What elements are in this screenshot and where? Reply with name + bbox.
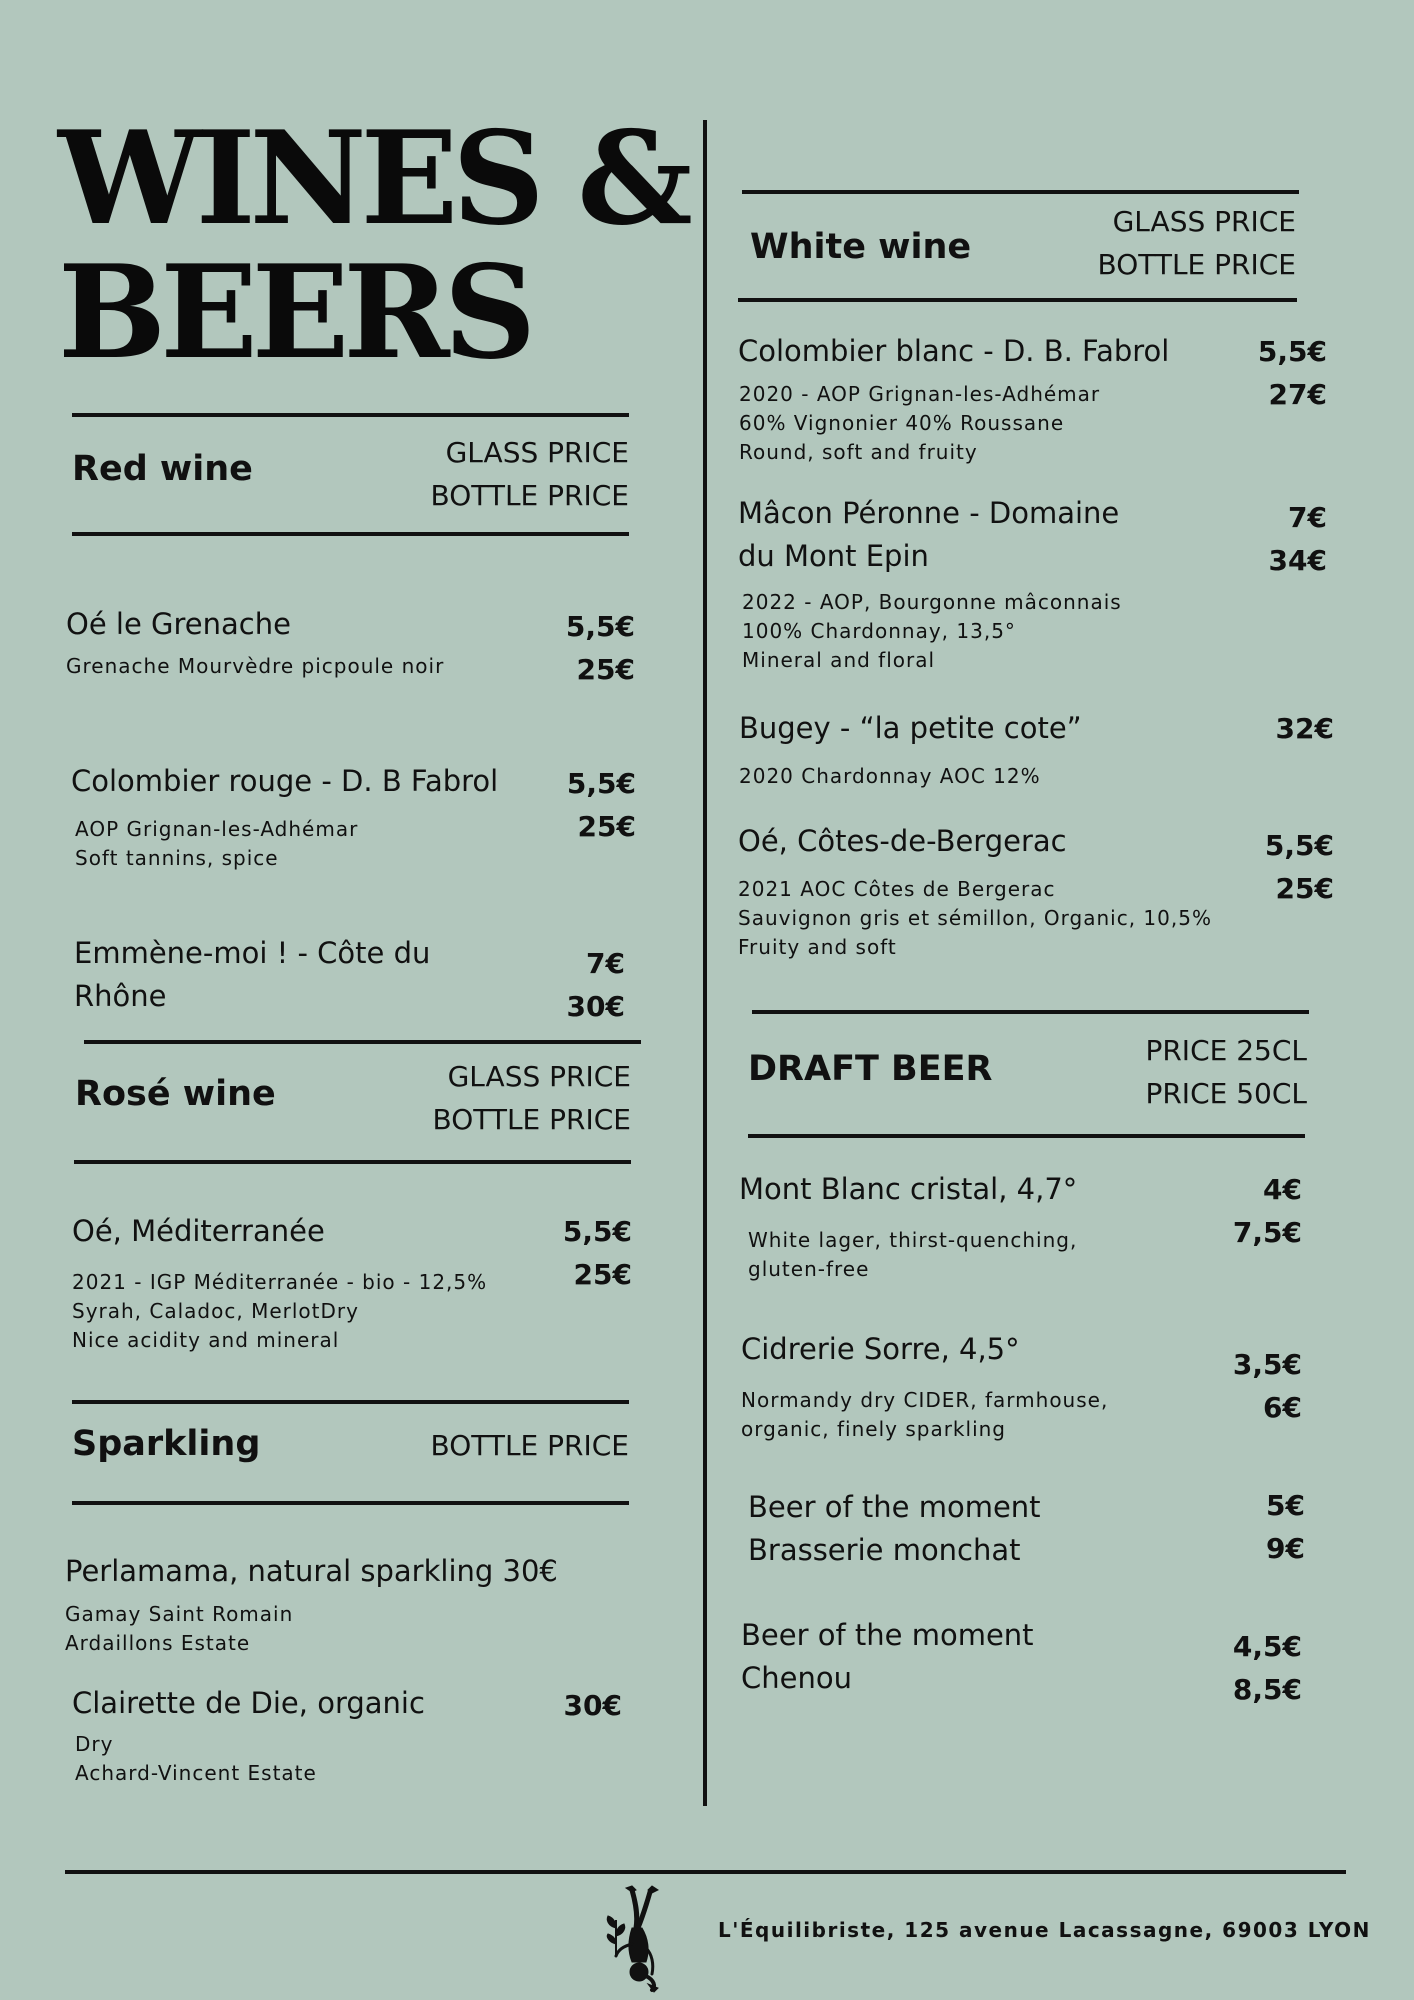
menu-item-description: Grenache Mourvèdre picpoule noir: [66, 654, 445, 678]
column-label-bottle-price: BOTTLE PRICE: [432, 1103, 631, 1136]
glass-price: 5,5€: [566, 767, 636, 800]
menu-item-name: Colombier rouge - D. B Fabrol: [71, 764, 499, 798]
column-header-rose-wine: [432, 1055, 631, 1141]
name-line: Beer of the moment: [748, 1490, 1041, 1524]
bottle-price: 25€: [1275, 872, 1334, 905]
price-50cl: 8,5€: [1232, 1673, 1302, 1706]
menu-item-name: Bugey - “la petite cote”: [739, 711, 1082, 745]
menu-item-name: Colombier blanc - D. B. Fabrol: [738, 334, 1170, 368]
description-line: 2022 - AOP, Bourgonne mâconnais: [742, 590, 1122, 614]
column-label-glass-price: GLASS PRICE: [447, 1060, 631, 1093]
divider: [742, 190, 1299, 194]
section-heading-rose-wine: Rosé wine: [75, 1074, 276, 1114]
bottle-price: 32€: [1275, 712, 1334, 745]
menu-title-line2: BEERS: [58, 238, 531, 388]
description-line: 2020 - AOP Grignan-les-Adhémar: [739, 382, 1101, 406]
menu-item-price: [1233, 1343, 1302, 1429]
menu-item-name: Oé le Grenache: [66, 607, 291, 641]
description-line: Achard-Vincent Estate: [75, 1761, 317, 1785]
price-50cl: 9€: [1266, 1532, 1305, 1565]
price-25cl: 5€: [1266, 1489, 1305, 1522]
glass-price: 7€: [586, 947, 625, 980]
price-25cl: 3,5€: [1232, 1348, 1302, 1381]
menu-item-price: [567, 762, 636, 848]
menu-item-description: [75, 1730, 317, 1788]
menu-item-name: Perlamama, natural sparkling 30€: [65, 1554, 558, 1588]
description-line: 60% Vignonier 40% Roussane: [739, 411, 1065, 435]
description-line: White lager, thirst-quenching,: [748, 1228, 1078, 1252]
column-label-bottle-price: BOTTLE PRICE: [430, 1429, 629, 1462]
description-line: 2021 - IGP Méditerranée - bio - 12,5%: [72, 1270, 488, 1294]
column-label-price-25cl: PRICE 25CL: [1145, 1034, 1307, 1067]
name-line: du Mont Epin: [738, 539, 929, 573]
glass-price: 7€: [1288, 501, 1327, 534]
menu-item-price: [1266, 1484, 1305, 1570]
menu-item-description: [739, 380, 1100, 467]
description-line: Round, soft and fruity: [739, 440, 978, 464]
bottle-price: 30€: [563, 1689, 622, 1722]
price-25cl: 4€: [1263, 1173, 1302, 1206]
name-line: Chenou: [741, 1661, 852, 1695]
description-line: Normandy dry CIDER, farmhouse,: [741, 1388, 1109, 1412]
section-heading-white-wine: White wine: [750, 227, 972, 267]
description-line: AOP Grignan-les-Adhémar: [75, 817, 359, 841]
bottle-price: 25€: [576, 653, 635, 686]
price-50cl: 6€: [1263, 1391, 1302, 1424]
menu-item-name: Mont Blanc cristal, 4,7°: [739, 1172, 1078, 1206]
column-label-glass-price: GLASS PRICE: [1112, 205, 1296, 238]
bottle-price: 30€: [566, 990, 625, 1023]
menu-item-price: [563, 1210, 632, 1296]
menu-title-line1: WINES &: [58, 104, 687, 254]
bottle-price: 25€: [577, 810, 636, 843]
acrobat-figure-logo-icon: [602, 1884, 670, 1994]
column-label-bottle-price: BOTTLE PRICE: [1097, 248, 1296, 281]
menu-item-price: [564, 1684, 622, 1727]
menu-item-name: Oé, Méditerranée: [72, 1214, 325, 1248]
menu-item-price: [1233, 1168, 1302, 1254]
section-heading-draft-beer: DRAFT BEER: [748, 1049, 993, 1089]
column-label-glass-price: GLASS PRICE: [445, 436, 629, 469]
menu-item-name: Oé, Côtes-de-Bergerac: [738, 824, 1067, 858]
glass-price: 5,5€: [1264, 829, 1334, 862]
column-header-white-wine: [1097, 200, 1296, 286]
restaurant-address: L'Équilibriste, 125 avenue Lacassagne, 69003 LYON: [718, 1918, 1371, 1942]
footer-divider: [65, 1870, 1346, 1874]
menu-item-name: [741, 1614, 1034, 1700]
description-line: Fruity and soft: [738, 935, 897, 959]
description-line: Sauvignon gris et sémillon, Organic, 10,5%: [738, 906, 1212, 930]
divider: [752, 1010, 1309, 1014]
name-line: Mâcon Péronne - Domaine: [738, 496, 1120, 530]
divider: [72, 413, 629, 417]
menu-item-description: [65, 1600, 293, 1658]
name-line: Brasserie monchat: [748, 1533, 1021, 1567]
menu-item-description: [741, 1386, 1108, 1444]
divider: [72, 532, 629, 536]
description-line: 100% Chardonnay, 13,5°: [742, 619, 1016, 643]
menu-title: [58, 104, 687, 388]
menu-item-description: [75, 815, 358, 873]
bottle-price: 27€: [1268, 378, 1327, 411]
divider: [738, 298, 1297, 302]
menu-item-description: 2020 Chardonnay AOC 12%: [739, 764, 1041, 788]
menu-item-price: [1269, 496, 1327, 582]
menu-item-name: Cidrerie Sorre, 4,5°: [741, 1332, 1020, 1366]
name-line: Beer of the moment: [741, 1618, 1034, 1652]
description-line: Gamay Saint Romain: [65, 1602, 294, 1626]
divider: [72, 1501, 629, 1505]
description-line: Ardaillons Estate: [65, 1631, 251, 1655]
description-line: Soft tannins, spice: [75, 846, 279, 870]
column-header-red-wine: [430, 431, 629, 517]
description-line: Mineral and floral: [742, 648, 936, 672]
menu-item-name: [74, 932, 430, 1018]
column-label-bottle-price: BOTTLE PRICE: [430, 479, 629, 512]
menu-item-description: [748, 1226, 1077, 1284]
description-line: organic, finely sparkling: [741, 1417, 1006, 1441]
menu-item-price: [1276, 707, 1334, 750]
column-label-price-50cl: PRICE 50CL: [1145, 1077, 1307, 1110]
menu-item-description: [742, 588, 1122, 675]
menu-item-price: [1233, 1625, 1302, 1711]
divider: [748, 1134, 1305, 1138]
section-heading-sparkling: Sparkling: [72, 1424, 261, 1464]
menu-item-price: [1258, 330, 1327, 416]
bottle-price: 34€: [1268, 544, 1327, 577]
menu-item-name: [748, 1486, 1041, 1572]
column-header-draft-beer: [1145, 1029, 1307, 1115]
glass-price: 5,5€: [1257, 335, 1327, 368]
menu-item-price: [1265, 824, 1334, 910]
price-50cl: 7,5€: [1232, 1216, 1302, 1249]
description-line: gluten-free: [748, 1257, 870, 1281]
price-25cl: 4,5€: [1232, 1630, 1302, 1663]
description-line: Syrah, Caladoc, MerlotDry: [72, 1299, 359, 1323]
bottle-price: 25€: [573, 1258, 632, 1291]
menu-item-name: [738, 492, 1119, 578]
name-line: Emmène-moi ! - Côte du: [74, 936, 431, 970]
divider: [74, 1160, 631, 1164]
column-divider: [703, 120, 707, 1806]
section-heading-red-wine: Red wine: [72, 449, 253, 489]
menu-item-name: Clairette de Die, organic: [72, 1686, 425, 1720]
menu-item-description: [738, 875, 1212, 962]
glass-price: 5,5€: [562, 1215, 632, 1248]
divider: [84, 1040, 641, 1044]
menu-item-description: [72, 1268, 487, 1355]
glass-price: 5,5€: [565, 610, 635, 643]
name-line: Rhône: [74, 979, 167, 1013]
divider: [72, 1400, 629, 1404]
description-line: Dry: [75, 1732, 114, 1756]
menu-item-price: [566, 605, 635, 691]
description-line: 2021 AOC Côtes de Bergerac: [738, 877, 1056, 901]
menu-item-price: [567, 942, 625, 1028]
description-line: Nice acidity and mineral: [72, 1328, 340, 1352]
